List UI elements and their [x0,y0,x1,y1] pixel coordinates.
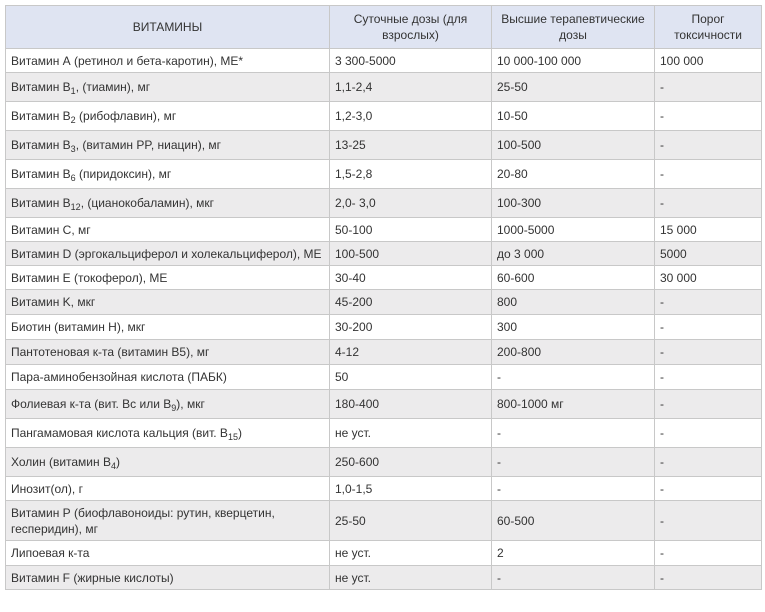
daily-dose-cell: не уст. [330,541,492,566]
vitamin-name: Витамин B [11,80,71,94]
vitamin-subscript: 3 [70,144,76,154]
vitamin-subscript: 9 [171,403,177,413]
header-toxicity-threshold: Порог токсичности [655,6,762,49]
table-row [6,290,762,315]
table-row [6,477,762,501]
vitamin-name-cell [6,448,330,477]
vitamin-name-suffix: ) [116,455,120,469]
table-row [6,131,762,160]
daily-dose-cell: 13-25 [330,131,492,160]
toxicity-threshold-cell: - [655,365,762,390]
vitamin-name: Витамин F (жирные кислоты) [11,570,174,585]
vitamin-name: Пантотеновая к-та (витамин B5), мг [11,345,210,359]
therapeutic-dose-cell: 800 [492,290,655,315]
vitamin-name-cell [6,160,330,189]
toxicity-threshold-cell: - [655,340,762,365]
vitamin-name-cell [6,477,330,501]
vitamin-name-suffix: , (тиамин), мг [75,80,151,94]
vitamin-name-cell [6,242,330,266]
toxicity-threshold-cell: 30 000 [655,266,762,290]
table-row [6,218,762,242]
daily-dose-cell: 1,1-2,4 [330,73,492,102]
toxicity-threshold-cell: - [655,419,762,448]
table-row [6,566,762,590]
daily-dose-cell: не уст. [330,566,492,590]
daily-dose-cell: 100-500 [330,242,492,266]
vitamin-name-cell [6,340,330,365]
vitamin-subscript: 12 [70,202,81,212]
therapeutic-dose-cell: 1000-5000 [492,218,655,242]
daily-dose-cell: 30-200 [330,315,492,340]
toxicity-threshold-cell: 15 000 [655,218,762,242]
vitamin-name-suffix: , (цианокобаламин), мкг [80,196,215,210]
toxicity-threshold-cell: - [655,448,762,477]
header-daily-dose: Суточные дозы (для взрослых) [330,6,492,49]
vitamin-name: Витамин K, мкг [11,295,96,309]
table-row [6,390,762,419]
vitamin-name: Витамин B [11,138,71,152]
vitamin-name: Витамин А (ретинол и бета-каротин), МЕ* [11,53,244,68]
vitamin-name-cell [6,365,330,390]
toxicity-threshold-cell: - [655,390,762,419]
table-row [6,73,762,102]
vitamin-name-cell [6,266,330,290]
vitamin-name: Витамин B [11,109,71,123]
therapeutic-dose-cell: 100-300 [492,189,655,218]
vitamin-name-cell [6,189,330,218]
table-row [6,340,762,365]
vitamin-subscript: 6 [70,173,76,183]
therapeutic-dose-cell: 10 000-100 000 [492,49,655,73]
vitamin-name: Пара-аминобензойная кислота (ПАБК) [11,370,227,384]
vitamin-name: Витамин D (эргокальциферол и холекальциферол), МЕ [11,246,322,261]
table-row [6,242,762,266]
therapeutic-dose-cell: 100-500 [492,131,655,160]
therapeutic-dose-cell: - [492,365,655,390]
daily-dose-cell: не уст. [330,419,492,448]
toxicity-threshold-cell: 100 000 [655,49,762,73]
toxicity-threshold-cell: - [655,131,762,160]
toxicity-threshold-cell: - [655,102,762,131]
therapeutic-dose-cell: 200-800 [492,340,655,365]
vitamin-name: Витамин B [11,167,71,181]
vitamin-name: Липоевая к-та [11,546,90,560]
table-row [6,365,762,390]
daily-dose-cell: 1,2-3,0 [330,102,492,131]
vitamin-name-cell [6,315,330,340]
toxicity-threshold-cell: 5000 [655,242,762,266]
toxicity-threshold-cell: - [655,290,762,315]
table-row [6,501,762,541]
daily-dose-cell: 30-40 [330,266,492,290]
toxicity-threshold-cell: - [655,541,762,566]
vitamin-name-cell [6,73,330,102]
toxicity-threshold-cell: - [655,566,762,590]
vitamin-name-cell [6,131,330,160]
table-row [6,189,762,218]
daily-dose-cell: 180-400 [330,390,492,419]
vitamin-name: Инозит(ол), г [11,481,83,496]
daily-dose-cell: 50 [330,365,492,390]
vitamin-dosage-table [5,5,762,590]
vitamin-name-cell [6,218,330,242]
daily-dose-cell: 25-50 [330,501,492,541]
vitamin-subscript: 1 [70,86,76,96]
vitamin-name: Витамин C, мг [11,222,91,237]
toxicity-threshold-cell: - [655,73,762,102]
daily-dose-cell: 250-600 [330,448,492,477]
vitamin-subscript: 4 [110,461,116,471]
table-row [6,448,762,477]
vitamin-name-cell [6,501,330,541]
header-therapeutic-dose: Высшие терапевтические дозы [492,6,655,49]
vitamin-name-cell [6,566,330,590]
daily-dose-cell: 1,0-1,5 [330,477,492,501]
vitamin-name-suffix: (пиридоксин), мг [75,167,172,181]
therapeutic-dose-cell: 60-600 [492,266,655,290]
vitamin-name-suffix: , (витамин PP, ниацин), мг [75,138,222,152]
vitamin-name: Пангамамовая кислота кальция (вит. B [11,426,228,440]
therapeutic-dose-cell: 25-50 [492,73,655,102]
vitamin-name-cell [6,390,330,419]
vitamin-name: Витамин B [11,196,71,210]
toxicity-threshold-cell: - [655,160,762,189]
vitamin-subscript: 15 [227,432,238,442]
vitamin-name: Холин (витамин B [11,455,111,469]
therapeutic-dose-cell: - [492,566,655,590]
therapeutic-dose-cell: 60-500 [492,501,655,541]
daily-dose-cell: 1,5-2,8 [330,160,492,189]
therapeutic-dose-cell: - [492,448,655,477]
therapeutic-dose-cell: 2 [492,541,655,566]
therapeutic-dose-cell: - [492,419,655,448]
table-row [6,315,762,340]
vitamin-name: Фолиевая к-та (вит. Bc или B [11,397,172,411]
table-body [6,49,762,590]
vitamin-name: Витамин Р (биофлавоноиды: рутин, кверцетин, гесперидин), мг [11,505,275,536]
table-header-row [6,6,762,49]
vitamin-name-cell [6,102,330,131]
therapeutic-dose-cell: 300 [492,315,655,340]
daily-dose-cell: 50-100 [330,218,492,242]
vitamin-name-cell [6,541,330,566]
toxicity-threshold-cell: - [655,477,762,501]
table-row [6,160,762,189]
table-row [6,541,762,566]
vitamin-name: Биотин (витамин Н), мкг [11,320,146,334]
daily-dose-cell: 45-200 [330,290,492,315]
daily-dose-cell: 4-12 [330,340,492,365]
vitamin-name: Витамин E (токоферол), МЕ [11,270,168,285]
toxicity-threshold-cell: - [655,189,762,218]
therapeutic-dose-cell: 10-50 [492,102,655,131]
therapeutic-dose-cell: 800-1000 мг [492,390,655,419]
vitamin-name-cell [6,290,330,315]
table-row [6,266,762,290]
therapeutic-dose-cell: до 3 000 [492,242,655,266]
vitamin-name-suffix: (рибофлавин), мг [75,109,177,123]
vitamin-subscript: 2 [70,115,76,125]
vitamin-name-cell [6,49,330,73]
daily-dose-cell: 3 300-5000 [330,49,492,73]
vitamin-name-suffix: ), мкг [176,397,205,411]
table-row [6,49,762,73]
table-row [6,102,762,131]
toxicity-threshold-cell: - [655,501,762,541]
vitamin-name-suffix: ) [237,426,242,440]
therapeutic-dose-cell: - [492,477,655,501]
toxicity-threshold-cell: - [655,315,762,340]
vitamin-name-cell [6,419,330,448]
table-row [6,419,762,448]
therapeutic-dose-cell: 20-80 [492,160,655,189]
daily-dose-cell: 2,0- 3,0 [330,189,492,218]
header-vitamins: ВИТАМИНЫ [6,6,330,49]
